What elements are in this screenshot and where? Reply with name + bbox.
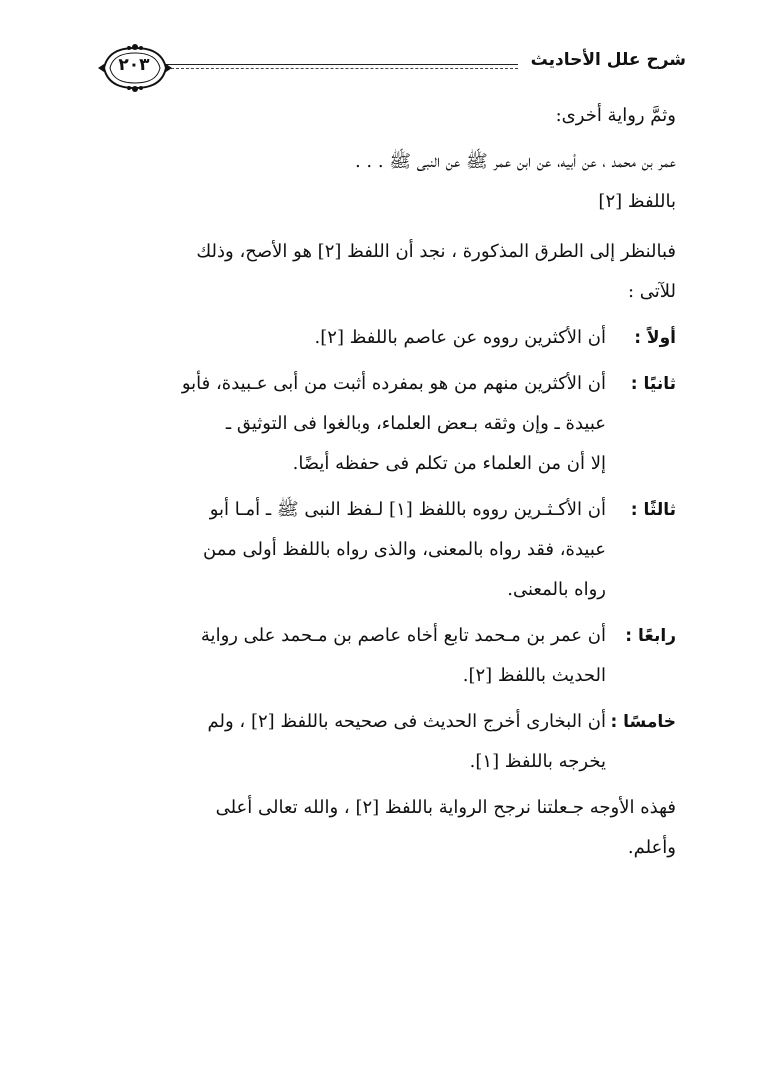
reason-2-line-1: أن الأكثرين منهم من هو بمفرده أثبت من أبى عـبيدة، فأبو — [181, 373, 606, 394]
reason-5-line-2: يخرجه باللفظ [١]. — [469, 751, 606, 772]
isnad-paragraph — [72, 142, 676, 222]
running-title: شرح علل الأحاديث — [530, 50, 686, 70]
conclusion-line-2: للآتى : — [627, 281, 676, 302]
reason-item-5 — [72, 702, 676, 782]
header-rule-dashed — [166, 68, 518, 69]
reason-label-4: رابعًا : — [625, 626, 676, 646]
page-header — [96, 42, 686, 94]
reason-2-line-3: إلا أن من العلماء من تكلم فى حفظه أيضًا. — [292, 453, 606, 474]
isnad-line-2: باللفظ [٢] — [598, 191, 676, 212]
reason-text-2 — [72, 364, 606, 484]
reason-label-5: خامسًا : — [610, 712, 676, 732]
reason-text-5 — [72, 702, 606, 782]
reason-label-1: أولاً : — [634, 328, 676, 348]
reason-4-line-2: الحديث باللفظ [٢]. — [462, 665, 606, 686]
reason-4-line-1: أن عمر بن مـحمد تابع أخاه عاصم بن مـحمد على رواية — [200, 625, 606, 646]
reason-text-4 — [72, 616, 606, 696]
page-body — [72, 96, 676, 868]
reason-item-4 — [72, 616, 676, 696]
reason-text-1 — [72, 318, 606, 358]
conclusion-line-1: فبالنظر إلى الطرق المذكورة ، نجد أن اللفظ [٢] هو الأصح، وذلك — [196, 241, 676, 262]
page-number: ٢٠٣ — [118, 55, 150, 75]
reason-3-line-3: رواه بالمعنى. — [507, 579, 606, 600]
reason-3-line-1: أن الأكـثـرين رووه باللفظ [١] لـفظ النبى ﷺ ـ أمـا أبو — [209, 499, 606, 520]
reason-2-line-2: عبيدة ـ وإن وثقه بـعض العلماء، وبالغوا فى التوثيق ـ — [225, 413, 606, 434]
reason-label-3: ثالثًا : — [630, 500, 676, 520]
closing-paragraph — [72, 788, 676, 868]
intro-line: وثمَّ رواية أخرى: — [555, 105, 676, 126]
reason-text-3 — [72, 490, 606, 610]
reason-item-3 — [72, 490, 676, 610]
reason-3-line-2: عبيدة، فقد رواه بالمعنى، والذى رواه باللفظ أولى ممن — [203, 539, 606, 560]
reason-5-line-1: أن البخارى أخرج الحديث فى صحيحه باللفظ [٢] ، ولم — [207, 711, 606, 732]
reason-1-line-1: أن الأكثرين رووه عن عاصم باللفظ [٢]. — [314, 327, 606, 348]
isnad-line-1: عمر بن محمد ، عن أبيه، عن ابن عمر ﷺ عن النبى ﷺ . . . — [354, 151, 676, 172]
closing-line-2: وأعلم. — [627, 837, 676, 858]
reason-item-1 — [72, 318, 676, 358]
reason-item-2 — [72, 364, 676, 484]
reason-label-2: ثانيًا : — [630, 374, 676, 394]
closing-line-1: فهذه الأوجه جـعلتنا نرجح الرواية باللفظ [٢] ، والله تعالى أعلى — [215, 797, 676, 818]
header-rule — [166, 64, 518, 65]
conclusion-paragraph — [72, 232, 676, 312]
